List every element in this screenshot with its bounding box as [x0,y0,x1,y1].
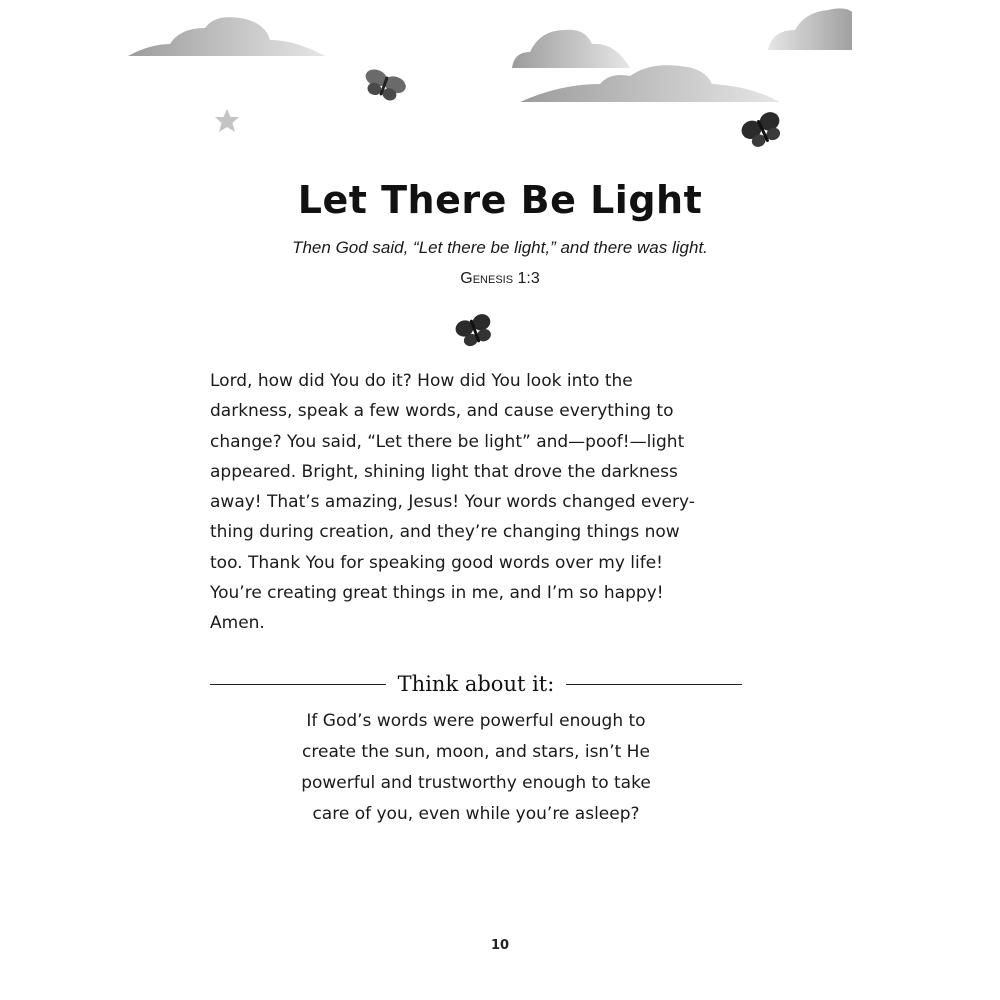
question-line: If God’s words were powerful enough to [306,711,646,731]
cloud-icon [128,17,325,56]
prayer-text [210,366,742,639]
star-icon [215,109,239,132]
prayer-line: Amen. [210,613,265,634]
prayer-line: darkness, speak a few words, and cause everything to [210,401,674,422]
prayer-line: too. Thank You for speaking good words over my life! [210,552,663,573]
question-line: powerful and trustworthy enough to take [301,773,651,793]
butterfly-icon [360,67,408,105]
prayer-line: appeared. Bright, shining light that drove the darkness [210,461,678,482]
butterfly-icon [739,109,787,151]
prayer-line: You’re creating great things in me, and I’m so happy! [210,583,664,604]
scripture-reference: Genesis 1:3 [460,270,540,287]
think-about-it-header [210,668,742,700]
cloud-icon [512,30,630,68]
butterfly-icon [455,313,495,349]
divider [210,684,386,685]
prayer-line: away! That’s amazing, Jesus! Your words changed every- [210,492,695,513]
page-title: Let There Be Light [297,178,703,222]
question-line: care of you, even while you’re asleep? [312,804,640,824]
cloud-icon [520,65,780,102]
page-number: 10 [490,938,510,953]
scripture-verse: Then God said, “Let there be light,” and there was light. [292,238,708,257]
question-line: create the sun, moon, and stars, isn’t He [302,742,650,762]
prayer-line: thing during creation, and they’re changing things now [210,522,680,543]
cloud-icon [768,8,852,50]
think-about-it-label: Think about it: [397,672,555,696]
prayer-line: Lord, how did You do it? How did You look into the [210,371,633,391]
sky-decoration [0,0,1000,160]
prayer-line: change? You said, “Let there be light” and—poof!—light [210,431,685,452]
reflection-question [250,706,702,830]
divider [566,684,742,685]
